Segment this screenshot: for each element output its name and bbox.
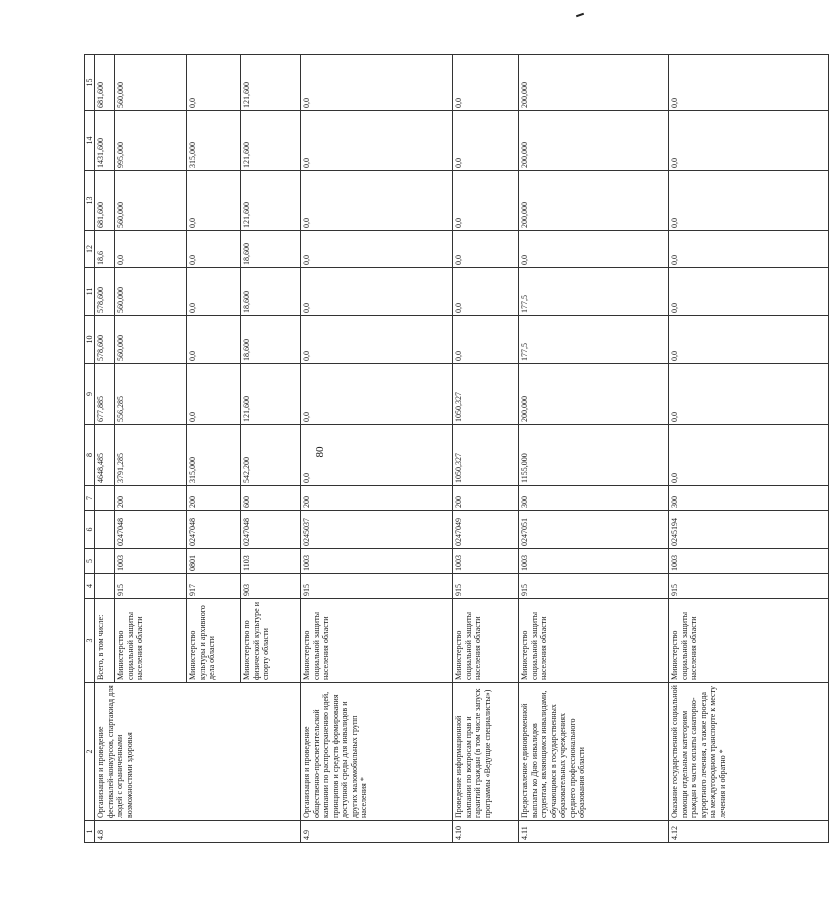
value-cell [95, 574, 115, 599]
executor-cell: Министерство по физической культуре и спорту области [241, 599, 301, 683]
value-cell: 1050,327 [453, 425, 519, 486]
value-cell: 0,0 [187, 171, 241, 231]
value-cell: 0,0 [669, 171, 829, 231]
value-cell: 0,0 [453, 55, 519, 111]
value-cell: 681,600 [95, 171, 115, 231]
value-cell: 0,0 [187, 231, 241, 268]
value-cell: 0247049 [453, 511, 519, 549]
value-cell: 200 [115, 486, 187, 511]
value-cell: 18,6 [95, 231, 115, 268]
value-cell: 0,0 [669, 231, 829, 268]
value-cell: 200 [187, 486, 241, 511]
value-cell: 200,000 [519, 364, 669, 425]
value-cell: 677,885 [95, 364, 115, 425]
value-cell: 0,0 [301, 268, 453, 316]
column-number: 13 [85, 171, 95, 231]
value-cell: 200,000 [519, 171, 669, 231]
executor-cell: Министерство социальной защиты населения области [453, 599, 519, 683]
value-cell: 18,600 [241, 316, 301, 364]
value-cell: 560,000 [115, 316, 187, 364]
column-number: 5 [85, 549, 95, 574]
table-row [453, 55, 519, 843]
value-cell: 915 [115, 574, 187, 599]
executor-cell: Министерство социальной защиты населения области [669, 599, 829, 683]
value-cell: 121,600 [241, 111, 301, 171]
value-cell: 560,000 [115, 55, 187, 111]
value-cell: 177,5 [519, 316, 669, 364]
value-cell: 315,000 [187, 425, 241, 486]
value-cell: 0,0 [301, 316, 453, 364]
executor-cell: Министерство культуры и архивного дела области [187, 599, 241, 683]
item-name: Организация и проведение фестивалей-конкурсов, спартакиад для людей с ограниченными возможностями здоровья [95, 683, 301, 821]
column-number: 8 [85, 425, 95, 486]
value-cell: 200,000 [519, 55, 669, 111]
scan-mark [576, 13, 584, 18]
value-cell: 0,0 [669, 316, 829, 364]
value-cell: 18,600 [241, 268, 301, 316]
table-body [85, 55, 829, 843]
value-cell: 1003 [669, 549, 829, 574]
column-number: 15 [85, 55, 95, 111]
table-row [519, 55, 669, 843]
value-cell: 300 [519, 486, 669, 511]
value-cell: 200 [301, 486, 453, 511]
value-cell: 0,0 [453, 111, 519, 171]
value-cell: 578,600 [95, 316, 115, 364]
value-cell: 1155,000 [519, 425, 669, 486]
value-cell: 0247048 [115, 511, 187, 549]
column-number: 4 [85, 574, 95, 599]
column-number: 3 [85, 599, 95, 683]
value-cell: 121,600 [241, 55, 301, 111]
value-cell: 0,0 [187, 268, 241, 316]
value-cell: 200 [453, 486, 519, 511]
page-number: 80 [314, 446, 326, 458]
value-cell: 681,600 [95, 55, 115, 111]
value-cell: 1103 [241, 549, 301, 574]
value-cell [95, 511, 115, 549]
value-cell: 1003 [301, 549, 453, 574]
value-cell: 915 [669, 574, 829, 599]
column-number: 2 [85, 683, 95, 821]
value-cell: 995,000 [115, 111, 187, 171]
value-cell: 315,000 [187, 111, 241, 171]
value-cell: 1003 [519, 549, 669, 574]
column-number: 6 [85, 511, 95, 549]
table-row [301, 55, 453, 843]
value-cell: 1431,600 [95, 111, 115, 171]
value-cell: 0,0 [669, 268, 829, 316]
value-cell: 0,0 [669, 364, 829, 425]
item-number: 4.12 [669, 821, 829, 843]
item-name: Организация и проведение общественно-просветительской кампании по распространению идей, принципов и средств формирования доступной среды для инвалидов и других маломобильных групп населения * [301, 683, 453, 821]
column-number-row [85, 55, 95, 843]
value-cell: 0,0 [301, 425, 453, 486]
value-cell: 0,0 [301, 171, 453, 231]
item-number: 4.8 [95, 821, 301, 843]
item-name: Предоставление единовременной выплаты ко Дню инвалидов студентам, являющимся инвалидами, обучающимся в государственных образовательных учреждениях среднего профессионального образования области [519, 683, 669, 821]
executor-cell: Министерство социальной защиты населения области [115, 599, 187, 683]
value-cell: 200,000 [519, 111, 669, 171]
value-cell: 4648,485 [95, 425, 115, 486]
item-name: Оказание государственной социальной помощи отдельным категориям граждан в части оплаты санаторно-курортного лечения, а также проезда на междугородном транспорте к месту лечения и обратно * [669, 683, 829, 821]
column-number: 7 [85, 486, 95, 511]
item-name: Проведение информационной кампании по вопросам прав и гарантий граждан (в том числе запуск программы «Ведущие специалисты») [453, 683, 519, 821]
value-cell: 560,000 [115, 171, 187, 231]
value-cell: 121,600 [241, 171, 301, 231]
column-number: 12 [85, 231, 95, 268]
item-number: 4.9 [301, 821, 453, 843]
value-cell: 600 [241, 486, 301, 511]
value-cell: 0,0 [301, 364, 453, 425]
column-number: 9 [85, 364, 95, 425]
value-cell: 560,000 [115, 268, 187, 316]
value-cell: 1003 [115, 549, 187, 574]
column-number: 1 [85, 821, 95, 843]
value-cell: 1003 [453, 549, 519, 574]
value-cell: 0,0 [453, 171, 519, 231]
value-cell: 0,0 [453, 231, 519, 268]
value-cell: 300 [669, 486, 829, 511]
value-cell: 915 [301, 574, 453, 599]
value-cell: 578,600 [95, 268, 115, 316]
value-cell: 0,0 [669, 55, 829, 111]
table-row [95, 55, 115, 843]
value-cell: 0245194 [669, 511, 829, 549]
column-number: 11 [85, 268, 95, 316]
value-cell: 915 [453, 574, 519, 599]
rotated-table-container [84, 55, 727, 843]
value-cell: 0,0 [187, 316, 241, 364]
column-number: 14 [85, 111, 95, 171]
value-cell: 0,0 [301, 55, 453, 111]
executor-cell: Министерство социальной защиты населения области [519, 599, 669, 683]
value-cell: 0,0 [519, 231, 669, 268]
value-cell: 0,0 [453, 268, 519, 316]
value-cell: 0,0 [187, 364, 241, 425]
value-cell [95, 486, 115, 511]
table-row [669, 55, 829, 843]
value-cell: 903 [241, 574, 301, 599]
executor-cell: Всего, в том числе: [95, 599, 115, 683]
value-cell: 177,5 [519, 268, 669, 316]
value-cell: 1050,327 [453, 364, 519, 425]
executor-cell: Министерство социальной защиты населения области [301, 599, 453, 683]
item-number: 4.10 [453, 821, 519, 843]
value-cell: 0247051 [519, 511, 669, 549]
value-cell: 917 [187, 574, 241, 599]
value-cell: 0245037 [301, 511, 453, 549]
value-cell: 542,200 [241, 425, 301, 486]
value-cell [95, 549, 115, 574]
value-cell: 121,600 [241, 364, 301, 425]
value-cell: 0,0 [669, 425, 829, 486]
column-number: 10 [85, 316, 95, 364]
value-cell: 0247048 [241, 511, 301, 549]
value-cell: 0247048 [187, 511, 241, 549]
value-cell: 18,600 [241, 231, 301, 268]
value-cell: 0,0 [669, 111, 829, 171]
value-cell: 0,0 [187, 55, 241, 111]
value-cell: 3791,285 [115, 425, 187, 486]
value-cell: 0,0 [453, 316, 519, 364]
value-cell: 0,0 [301, 111, 453, 171]
value-cell: 915 [519, 574, 669, 599]
item-number: 4.11 [519, 821, 669, 843]
value-cell: 556,285 [115, 364, 187, 425]
value-cell: 0801 [187, 549, 241, 574]
value-cell: 0,0 [301, 231, 453, 268]
program-table [84, 54, 829, 843]
value-cell: 0,0 [115, 231, 187, 268]
